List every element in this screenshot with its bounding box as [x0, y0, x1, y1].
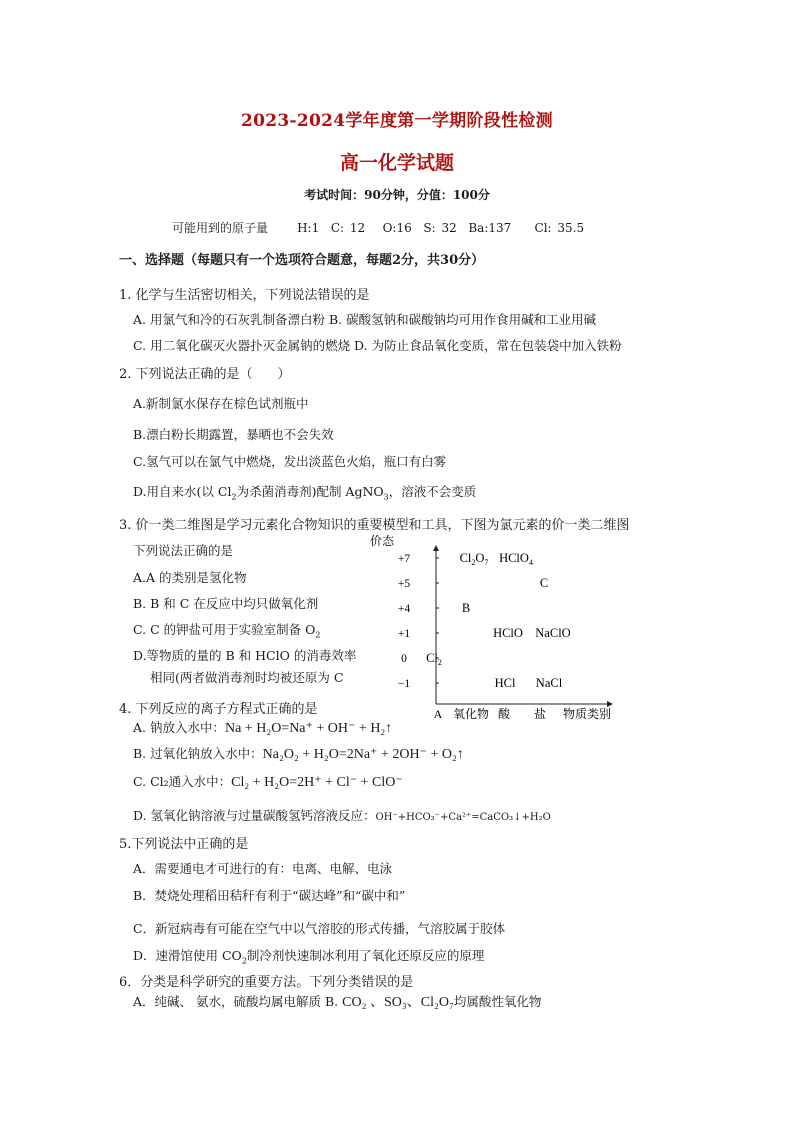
chart-svg: [368, 532, 628, 722]
data-point-label: HClO$_4$: [499, 551, 533, 567]
x-tick-label: A: [433, 707, 443, 721]
q5-option-b: B．焚烧处理稻田秸秆有利于“碳达峰”和“碳中和”: [133, 888, 406, 903]
q4-option-d: D. 氢氧化钠溶液与过量碳酸氢钙溶液反应：OH⁻+HCO₃⁻+Ca²⁺=CaCO₃↓+H₂O: [133, 808, 551, 823]
q5-option-c: C．新冠病毒有可能在空气中以气溶胶的形式传播，气溶胶属于胶体: [133, 921, 506, 936]
q3-option-a: A.A 的类别是氢化物: [133, 570, 247, 585]
y-axis-label: 价态: [370, 534, 395, 548]
q3-option-b: B. B 和 C 在反应中均只做氧化剂: [133, 596, 319, 611]
q3-option-d-cont: 相同(两者做消毒剂时均被还原为 C: [150, 670, 344, 685]
q3-option-c: C. C 的钾盐可用于实验室制备 $O_2$: [133, 622, 321, 640]
y-tick-label: +7: [397, 553, 411, 565]
q1-options-ab: A. 用氯气和冷的石灰乳制备漂白粉 B. 碳酸氢钠和碳酸钠均可用作食用碱和工业用碱: [133, 312, 597, 327]
q2-option-c: C.氢气可以在氯气中燃烧，发出淡蓝色火焰，瓶口有白雾: [133, 454, 447, 469]
q5-option-d: D．速滑馆使用 $CO_2$制冷剂快速制冰利用了氧化还原反应的原理: [133, 948, 485, 966]
data-point-label: NaClO: [535, 626, 571, 640]
y-tick-label: +5: [397, 578, 411, 590]
x-tick-label: 氧化物: [452, 707, 490, 721]
q1-stem: 1. 化学与生活密切相关，下列说法错误的是: [119, 288, 370, 303]
y-tick-label: −1: [397, 678, 411, 690]
q1-options-cd: C. 用二氧化碳灭火器扑灭金属钠的燃烧 D. 为防止食品氧化变质，常在包装袋中加入铁粉: [133, 338, 622, 353]
q3-stem: 3. 价一类二维图是学习元素化合物知识的重要模型和工具，下图为氯元素的价一类二维图: [119, 518, 630, 533]
data-point-label: C: [539, 576, 549, 590]
data-point-label: B: [461, 601, 471, 615]
exam-subtitle: 高一化学试题: [339, 152, 454, 174]
q2-stem: 2. 下列说法正确的是（ ）: [119, 367, 291, 382]
section-heading: 一、选择题（每题只有一个选项符合题意，每题2分，共30分）: [119, 253, 485, 268]
y-tick-label: 0: [401, 653, 407, 665]
valence-class-chart: [368, 532, 628, 726]
atomic-masses: 可能用到的原子量 H:1 C: 12 O:16 S: 32 Ba:137 Cl: 35.5: [172, 221, 585, 235]
q4-option-b: B. 过氧化钠放入水中：Na₂O₂ + H₂O=2Na⁺ + 2OH⁻ + O₂↑: [133, 746, 464, 762]
q2-option-b: B.漂白粉长期露置，暴晒也不会失效: [133, 427, 334, 442]
q6-stem: 6．分类是科学研究的重要方法。下列分类错误的是: [119, 975, 414, 990]
y-tick-label: +1: [397, 628, 411, 640]
data-point-label: $Cl_2O_7$: [459, 551, 489, 567]
exam-title: 2023-2024学年度第一学期阶段性检测: [241, 111, 553, 131]
q4-option-c: C. Cl₂通入水中：Cl₂ + H₂O=2H⁺ + Cl⁻ + ClO⁻: [133, 774, 403, 790]
y-axis-arrow: [433, 545, 439, 551]
q5-stem: 5.下列说法中正确的是: [119, 837, 249, 852]
data-point-label: HClO: [493, 626, 523, 640]
x-tick-label: 酸: [497, 707, 511, 721]
data-point-label: HCl: [494, 676, 516, 690]
exam-info: 考试时间：90分钟，分值：100分: [304, 188, 490, 202]
data-point-label: $Cl_2$: [426, 651, 442, 667]
q3-stem-2: 下列说法正确的是: [133, 543, 234, 558]
q3-option-d: D.等物质的量的 B 和 HClO 的消毒效率: [133, 648, 357, 663]
q4-stem: 4. 下列反应的离子方程式正确的是: [119, 702, 318, 717]
data-point-label: NaCl: [535, 676, 563, 690]
y-tick-label: +4: [397, 603, 411, 615]
q2-option-d: D.用自来水(以 $Cl_2$为杀菌消毒剂)配制 AgNO$_3$，溶液不会变质: [133, 484, 477, 502]
q2-option-a: A.新制氯水保存在棕色试剂瓶中: [133, 396, 309, 411]
x-axis-label: 物质类别: [562, 707, 612, 721]
q5-option-a: A．需要通电才可进行的有：电离、电解、电泳: [133, 861, 393, 876]
q4-option-a: A. 钠放入水中：Na + H₂O=Na⁺ + OH⁻ + H₂↑: [133, 720, 393, 736]
q6-options: A．纯碱、 氨水，硫酸均属电解质 B. CO₂ 、SO₃、Cl₂O₇均属酸性氧化物: [133, 994, 542, 1010]
x-tick-label: 盐: [533, 707, 547, 721]
